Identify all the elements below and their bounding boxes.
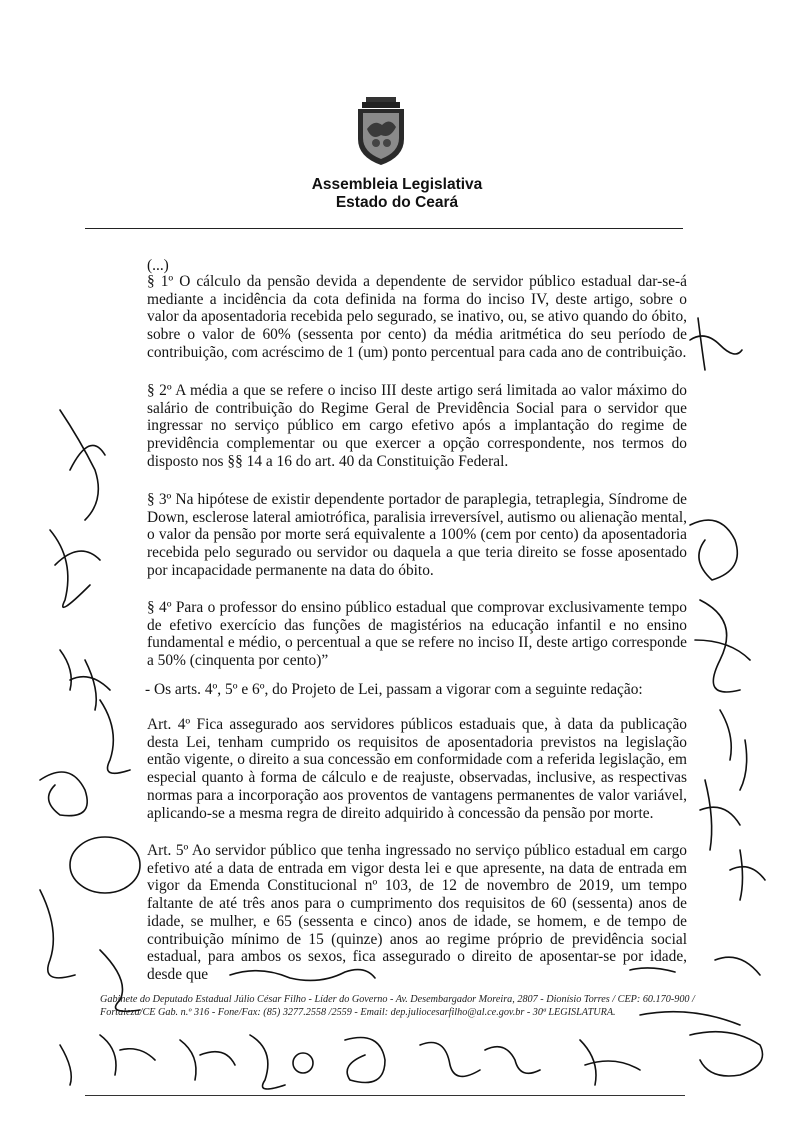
paragraph-text: § 4º Para o professor do ensino público estadual que comprovar exclusivamente tempo de efetivo exercício das funções de magistérios na educação infantil e no ensino fundamental e médio, o percentual a que se refere no inciso II, deste artigo corresponde a 50% (cinquenta por cento)” <box>147 599 687 670</box>
signature-mark <box>580 1040 640 1085</box>
signature-mark <box>60 1045 71 1085</box>
signature-mark <box>730 850 765 900</box>
signature-mark <box>720 710 747 790</box>
signature-mark <box>70 837 140 893</box>
signature-mark <box>293 1053 313 1073</box>
footer-line: Gabinete do Deputado Estadual Júlio César Filho - Líder do Governo - Av. Desembargador Moreira, 2807 - Dionísio Torres / CEP: 60.170-900 / <box>100 994 695 1005</box>
paragraph-text: - Os arts. 4º, 5º e 6º, do Projeto de Lei, passam a vigorar com a seguinte redação: <box>145 681 643 698</box>
paragraph-text: § 1º O cálculo da pensão devida a dependente de servidor público estadual dar-se-á mediante a incidência da cota definida na forma do inciso IV, deste artigo, sobre o valor da aposentadoria recebida pelo segurado, se inativo, ou, se ativo quando do óbito, sobre o valor de 60% (sessenta por cento) da média aritmética do seu período de contribuição, com acréscimo de 1 (um) ponto percentual para cada ano de contribuição. <box>147 273 687 361</box>
paragraph-section-1 <box>147 273 687 362</box>
signature-mark <box>715 957 760 975</box>
paragraph-amendment-intro <box>145 681 685 699</box>
paragraph-article-4 <box>147 716 687 822</box>
signature-mark <box>695 600 750 692</box>
paragraph-text: Art. 5º Ao servidor público que tenha ingressado no serviço público estadual em cargo efetivo até a data de entrada em vigor desta lei e que apresente, na data de entrada em vigor da Emenda Constitucional nº 103, de 12 de novembro de 2019, um tempo faltante de até três anos para o cumprimento dos requisitos de 60 (sessenta) anos de idade, se mulher, e 65 (sessenta e cinco) anos de idade, se homem, e de tempo de contribuição mínimo de 15 (quinze) anos ao regime próprio de previdência social estadual, para ambos os sexos, fica assegurado o direito de aposentar-se por idade, desde que <box>147 842 687 983</box>
paragraph-section-3 <box>147 491 687 580</box>
organization-state: Estado do Ceará <box>335 194 459 211</box>
footer-line: Fortaleza/CE Gab. n.º 316 - Fone/Fax: (85) 3277.2558 /2559 - Email: dep.juliocesarfilho@al.ce.gov.br - 30ª LEGISLATURA. <box>100 1007 616 1018</box>
signature-mark <box>690 520 737 580</box>
signature-mark <box>60 410 105 520</box>
header-divider <box>85 228 683 229</box>
paragraph-text: Art. 4º Fica assegurado aos servidores públicos estaduais que, à data da publicação desta Lei, tenham cumprido os requisitos de aposentadoria previstos na legislação então vigente, o direito a sua concessão em conformidade com a referida legislação, em especial quanto à forma de cálculo e de reajuste, observadas, inclusive, as respectivas normas para a incorporação aos proventos de vantagens permanentes de valor variável, aplicando-se a mesma regra de direito adquirido à concessão da pensão por morte. <box>147 716 687 822</box>
state-coat-of-arms-icon <box>352 95 410 167</box>
signature-mark <box>100 1035 155 1075</box>
signature-mark <box>485 1047 540 1074</box>
omission-marker: (...) <box>147 257 169 274</box>
signature-mark <box>420 1043 480 1077</box>
paragraph-section-2 <box>147 382 687 471</box>
bottom-divider <box>85 1095 685 1096</box>
signature-mark <box>50 530 100 607</box>
signature-mark <box>690 318 742 370</box>
paragraph-section-4 <box>147 599 687 670</box>
signature-mark <box>690 1032 763 1076</box>
organization-name: Assembleia Legislativa <box>311 176 483 193</box>
signature-mark <box>60 650 110 710</box>
signature-mark <box>250 1035 285 1089</box>
paragraph-article-5 <box>147 842 687 984</box>
signature-mark <box>180 1040 235 1080</box>
paragraph-text: § 3º Na hipótese de existir dependente portador de paraplegia, tetraplegia, Síndrome de Down, esclerose lateral amiotrófica, paralisia irreversível, autismo ou alienação mental, o valor da pensão por morte será equivalente a 100% (cem por cento) da aposentadoria recebida pelo segurado ou servidor ou daquela a que teria direito se fosse aposentado por incapacidade permanente na data do óbito. <box>147 491 687 579</box>
signature-mark <box>345 1038 385 1083</box>
page-footer <box>100 993 700 1019</box>
signature-mark <box>40 890 75 978</box>
paragraph-text: § 2º A média a que se refere o inciso III deste artigo será limitada ao valor máximo do salário de contribuição do Regime Geral de Previdência Social para o servidor que ingressar no serviço público em cargo efetivo após a implantação do regime de previdência complementar ou que exercer a opção correspondente, nos termos do disposto nos §§ 14 a 16 do art. 40 da Constituição Federal. <box>147 382 687 470</box>
signature-mark <box>100 700 130 773</box>
signature-mark <box>40 772 87 816</box>
signature-mark <box>700 780 740 850</box>
